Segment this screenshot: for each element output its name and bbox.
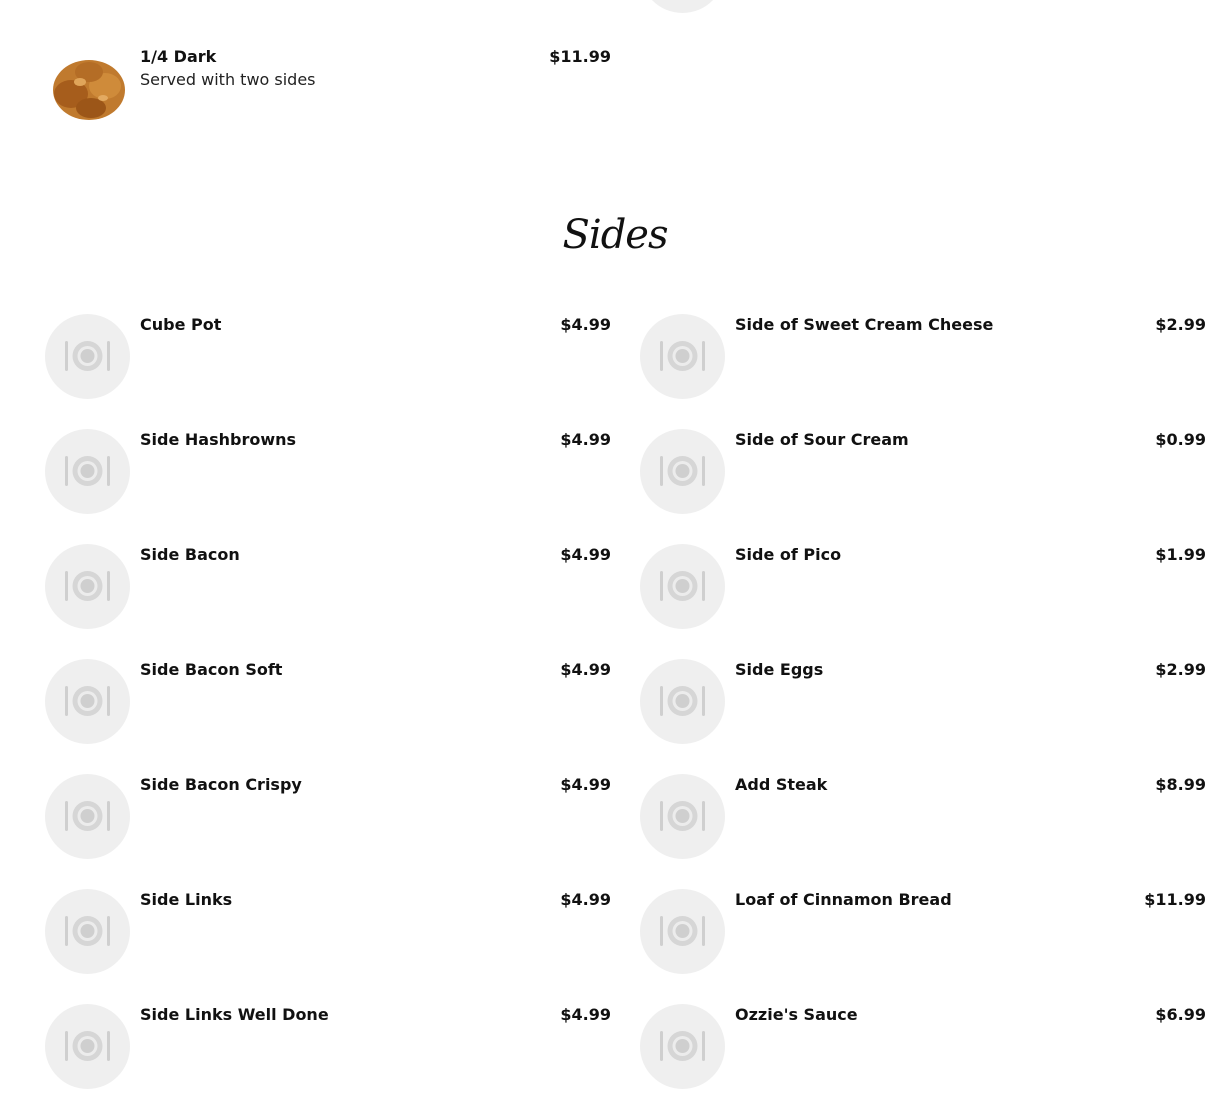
plate-fork-knife-icon (45, 314, 130, 399)
plate-fork-knife-icon (640, 659, 725, 744)
item-price: $11.99 (549, 47, 611, 66)
item-price: $4.99 (560, 1005, 611, 1024)
item-price: $4.99 (560, 430, 611, 449)
item-name: Side of Sweet Cream Cheese (735, 315, 994, 334)
item-price: $11.99 (1144, 890, 1206, 909)
menu-item[interactable] (45, 659, 611, 745)
plate-fork-knife-icon (45, 889, 130, 974)
item-name: Side Bacon Soft (140, 660, 283, 679)
item-price: $4.99 (560, 315, 611, 334)
menu-item-partial-left[interactable] (45, 0, 611, 9)
item-name: Loaf of Cinnamon Bread (735, 890, 952, 909)
menu-item[interactable] (45, 544, 611, 630)
menu-item[interactable] (45, 774, 611, 860)
item-price: $2.99 (1155, 315, 1206, 334)
menu-item[interactable] (45, 314, 611, 400)
fried-chicken-photo (45, 0, 130, 8)
item-name: Side Bacon (140, 545, 240, 564)
plate-fork-knife-icon (45, 774, 130, 859)
plate-fork-knife-icon (45, 544, 130, 629)
item-price: $4.99 (560, 890, 611, 909)
item-price: $4.99 (560, 545, 611, 564)
item-name: Side Links (140, 890, 233, 909)
menu-item-quarter-dark[interactable] (45, 46, 611, 132)
menu-item[interactable] (640, 774, 1206, 860)
plate-fork-knife-icon (640, 314, 725, 399)
item-price: $8.99 (1155, 775, 1206, 794)
plate-fork-knife-icon (640, 889, 725, 974)
item-name: Ozzie's Sauce (735, 1005, 858, 1024)
plate-fork-knife-icon (45, 659, 130, 744)
plate-fork-knife-icon (640, 774, 725, 859)
item-price: $1.99 (1155, 545, 1206, 564)
menu-item-partial-right[interactable] (640, 0, 1206, 14)
menu-item[interactable] (640, 1004, 1206, 1090)
item-price: $4.99 (560, 660, 611, 679)
item-price: $2.99 (1155, 660, 1206, 679)
plate-fork-knife-icon (640, 0, 725, 13)
menu-item[interactable] (640, 889, 1206, 975)
menu-item[interactable] (640, 314, 1206, 400)
item-name: 1/4 Dark (140, 47, 217, 66)
fried-chicken-photo (45, 46, 130, 131)
plate-fork-knife-icon (640, 1004, 725, 1089)
plate-fork-knife-icon (45, 1004, 130, 1089)
menu-item[interactable] (45, 1004, 611, 1090)
item-name: Side Bacon Crispy (140, 775, 302, 794)
menu-item[interactable] (45, 429, 611, 515)
item-price: $6.99 (1155, 1005, 1206, 1024)
item-name: Side of Pico (735, 545, 842, 564)
item-name: Cube Pot (140, 315, 222, 334)
item-price: $4.99 (560, 775, 611, 794)
item-name: Side Hashbrowns (140, 430, 297, 449)
plate-fork-knife-icon (45, 429, 130, 514)
item-name: Side of Sour Cream (735, 430, 909, 449)
item-name: Side Links Well Done (140, 1005, 329, 1024)
item-description: Served with two sides (140, 70, 316, 89)
menu-item[interactable] (640, 544, 1206, 630)
menu-item[interactable] (640, 429, 1206, 515)
item-name: Add Steak (735, 775, 828, 794)
item-price: $0.99 (1155, 430, 1206, 449)
plate-fork-knife-icon (640, 429, 725, 514)
menu-item[interactable] (45, 889, 611, 975)
plate-fork-knife-icon (640, 544, 725, 629)
menu-item[interactable] (640, 659, 1206, 745)
section-title-sides: Sides (562, 212, 668, 258)
item-name: Side Eggs (735, 660, 824, 679)
